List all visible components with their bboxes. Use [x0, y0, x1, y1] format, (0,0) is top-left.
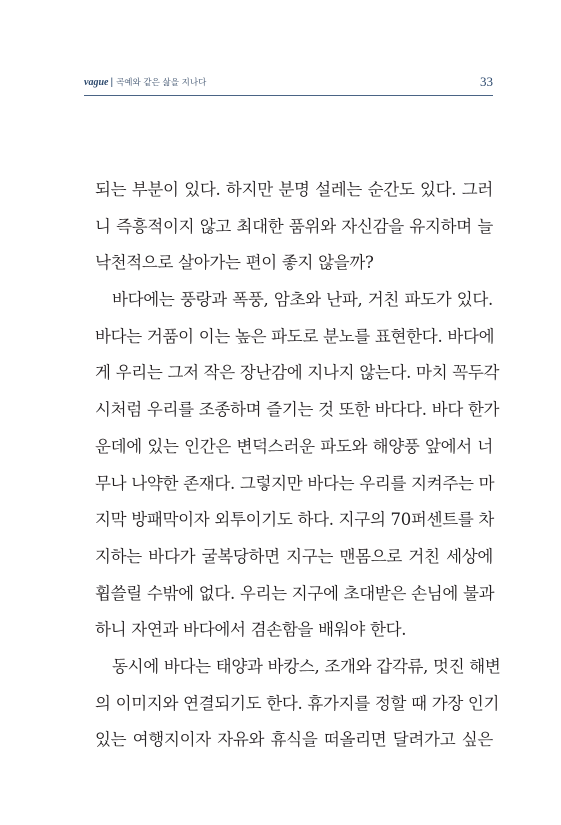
text-line: 지막 방패막이자 외투이기도 하다. 지구의 70퍼센트를 차 [95, 510, 495, 530]
text-line: 낙천적으로 살아가는 편이 좋지 않을까? [95, 253, 374, 273]
text-line: 지하는 바다가 굴복당하면 지구는 맨몸으로 거친 세상에 [95, 546, 493, 566]
header-left [84, 77, 206, 89]
text-line: 게 우리는 그저 작은 장난감에 지나지 않는다. 마치 꼭두각 [95, 363, 500, 383]
header-rule [84, 95, 493, 96]
text-line: 바다는 거품이 이는 높은 파도로 분노를 표현한다. 바다에 [95, 326, 495, 346]
running-header [84, 75, 493, 91]
text-line: 운데에 있는 인간은 변덕스러운 파도와 해양풍 앞에서 너 [95, 436, 493, 456]
text-line: 니 즉흥적이지 않고 최대한 품위와 자신감을 유지하며 늘 [95, 216, 493, 236]
text-line: 휩쓸릴 수밖에 없다. 우리는 지구에 초대받은 손님에 불과 [95, 583, 495, 603]
text-line: 동시에 바다는 태양과 바캉스, 조개와 갑각류, 멋진 해변 [112, 656, 501, 676]
book-title: 곡예와 같은 삶을 지나다 [116, 78, 207, 88]
text-line: 무나 나약한 존재다. 그렇지만 바다는 우리를 지켜주는 마 [95, 473, 495, 493]
text-line: 시처럼 우리를 조종하며 즐기는 것 또한 바다다. 바다 한가 [95, 400, 500, 420]
text-line: 있는 여행지이자 자유와 휴식을 떠올리면 달려가고 싶은 [95, 730, 493, 750]
series-name: vague [84, 77, 109, 88]
text-line: 의 이미지와 연결되기도 한다. 휴가지를 정할 때 가장 인기 [95, 693, 500, 713]
page-number: 33 [480, 74, 493, 89]
header-separator: | [110, 77, 114, 88]
text-line: 하니 자연과 바다에서 겸손함을 배워야 한다. [95, 620, 407, 640]
text-line: 되는 부분이 있다. 하지만 분명 설레는 순간도 있다. 그러 [95, 180, 493, 199]
body-text [95, 172, 501, 759]
text-line: 바다에는 풍랑과 폭풍, 암초와 난파, 거친 파도가 있다. [112, 290, 493, 310]
